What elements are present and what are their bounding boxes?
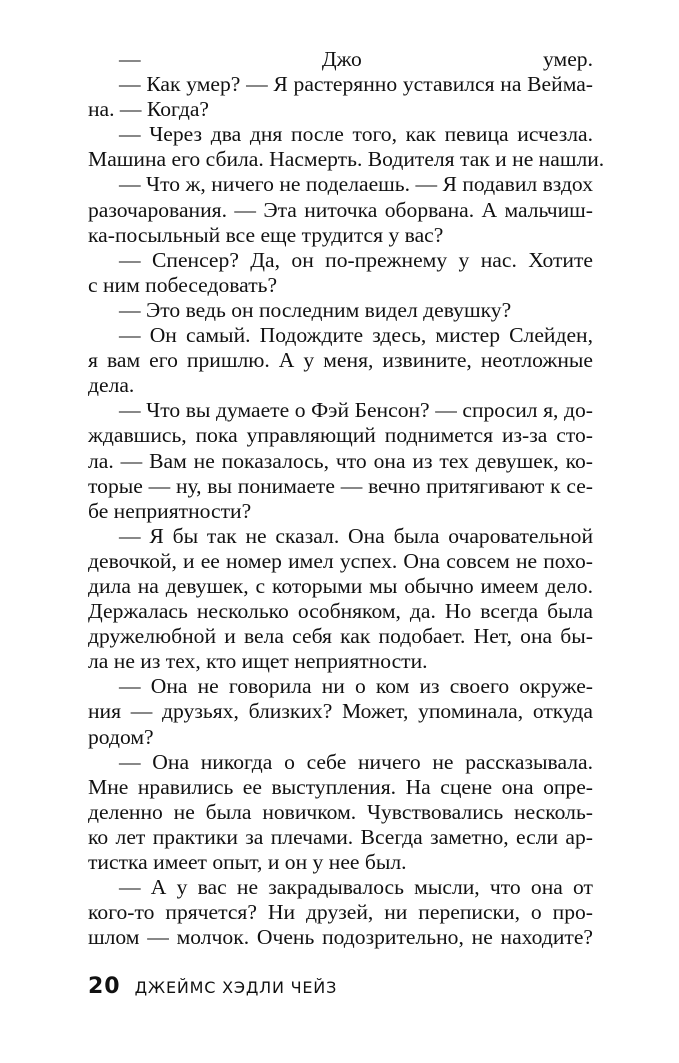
text-line: ка-посыльный все еще трудится у вас? — [88, 222, 444, 247]
text-line: — Он самый. Подождите здесь, мистер Слейден, — [119, 323, 593, 348]
text-line: ла не из тех, кто ищет неприятности. — [88, 649, 428, 674]
text-line: — Я бы так не сказал. Она была очаровательной — [119, 523, 593, 548]
text-line: Держалась несколько особняком, да. Но всегда была — [88, 599, 593, 624]
text-line: дела. — [88, 373, 135, 398]
text-line: — Как умер? — Я растерянно уставился на Вейма- — [119, 72, 593, 97]
text-line: ждавшись, пока управляющий поднимется из-за сто- — [88, 423, 593, 448]
text-line: — Через два дня после того, как певица исчезла. — [119, 122, 593, 147]
text-line: — Она не говорила ни о ком из своего окруже- — [119, 674, 593, 699]
text-line: шлом — молчок. Очень подозрительно, не находите? — [88, 925, 593, 950]
text-line: — Это ведь он последним видел девушку? — [119, 297, 512, 322]
text-line: ко лет практики за плечами. Всегда заметно, если ар- — [88, 824, 593, 849]
text-line: кого-то прячется? Ни друзей, ни переписки, о про- — [88, 900, 593, 925]
text-line: ния — друзьях, близких? Может, упоминала, откуда — [88, 699, 593, 724]
text-line: на. — Когда? — [88, 97, 209, 122]
text-line: бе неприятности? — [88, 498, 252, 523]
text-line: — Спенсер? Да, он по-прежнему у нас. Хотите — [119, 247, 593, 272]
text-line: торые — ну, вы понимаете — вечно притягивают к се- — [88, 473, 593, 498]
text-line: деленно не была новичком. Чувствовались несколь- — [88, 799, 593, 824]
text-line: — А у вас не закрадывалось мысли, что она от — [119, 875, 593, 900]
text-line: родом? — [88, 724, 154, 749]
text-line: Машина его сбила. Насмерть. Водителя так и не нашли. — [88, 147, 605, 172]
text-line: с ним побеседовать? — [88, 272, 278, 297]
text-line: я вам его пришлю. А у меня, извините, неотложные — [88, 348, 593, 373]
text-line: — Что ж, ничего не поделаешь. — Я подавил вздох — [119, 172, 593, 197]
text-line: тистка имеет опыт, и он у нее был. — [88, 850, 407, 874]
text-line: девочкой, и ее номер имел успех. Она совсем не похо- — [88, 548, 593, 573]
text-line: дружелюбной и вела себя как подобает. Нет, она бы- — [88, 624, 593, 649]
text-line: разочарования. — Эта ниточка оборвана. А мальчиш- — [88, 197, 593, 222]
text-line: ла. — Вам не показалось, что она из тех девушек, ко- — [88, 448, 593, 473]
body-text — [88, 47, 605, 950]
text-line: — Что вы думаете о Фэй Бенсон? — спросил я, до- — [119, 398, 593, 423]
text-line: — Джо умер. — [119, 47, 593, 71]
text-line: Мне нравились ее выступления. На сцене она опре- — [88, 774, 593, 799]
text-line: — Она никогда о себе ничего не рассказывала. — [119, 749, 593, 774]
page-footer — [88, 974, 337, 1002]
running-head-author: ДЖЕЙМС ХЭДЛИ ЧЕЙЗ — [134, 978, 338, 997]
text-line: дила на девушек, с которыми мы обычно имеем дело. — [88, 573, 593, 598]
page-number: 20 — [88, 974, 121, 999]
